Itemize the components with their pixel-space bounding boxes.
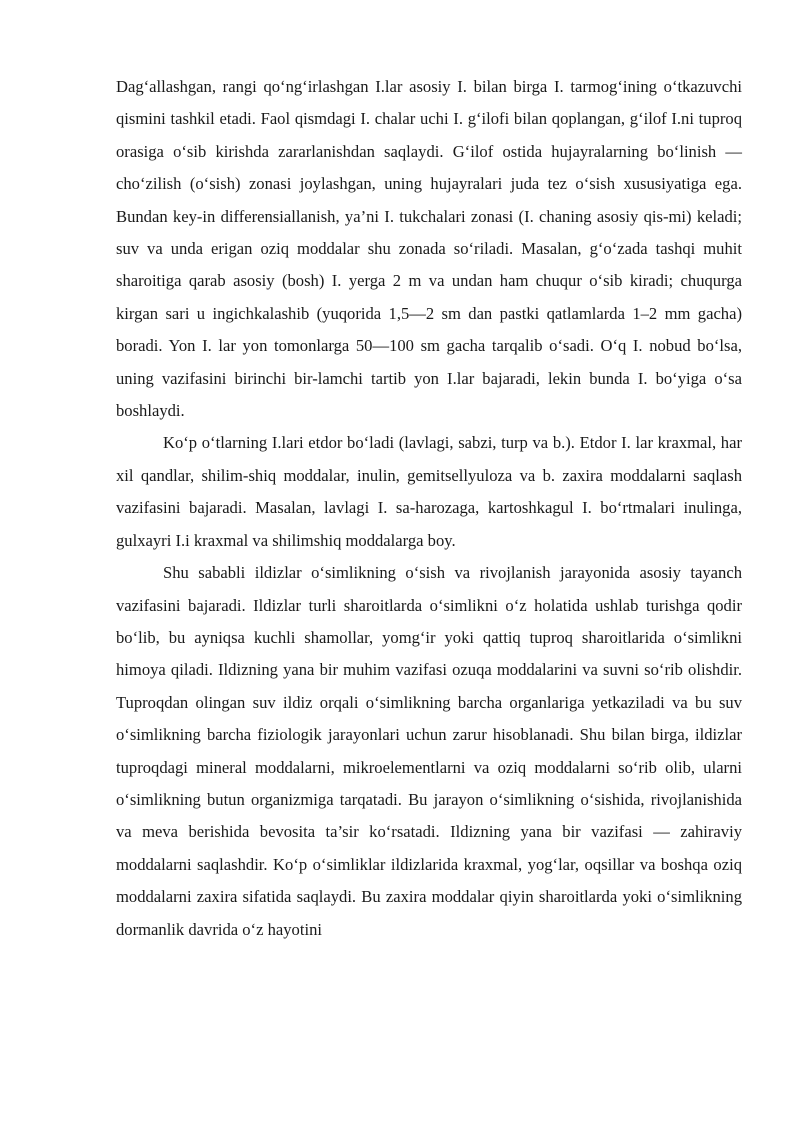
paragraph-root-structure: Dag‘allashgan, rangi qo‘ng‘irlashgan I.lar asosiy I. bilan birga I. tarmog‘ining o‘tkazuvchi qismini tashkil etadi. Faol qismdagi I. chalar uchi I. g‘ilofi bilan qoplangan, g‘ilof I.ni tuproq orasiga o‘sib kirishda zararlanishdan saqlaydi. G‘ilof ostida hujayralarning bo‘linish — cho‘zilish (o‘sish) zonasi joylashgan, uning hujayralari juda tez o‘sish xususiyatiga ega. Bundan key-in differensiallanish, ya’ni I. tukchalari zonasi (I. chaning asosiy qis-mi) keladi; suv va unda erigan oziq moddalar shu zonada so‘riladi. Masalan, g‘o‘zada tashqi muhit sharoitiga qarab asosiy (bosh) I. yerga 2 m va undan ham chuqur o‘sib kiradi; chuqurga kirgan sari u ingichkalashib (yuqorida 1,5—2 sm dan pastki qatlamlarda 1–2 mm gacha) boradi. Yon I. lar yon tomonlarga 50—100 sm gacha tarqalib o‘sadi. O‘q I. nobud bo‘lsa, uning vazifasini birinchi bir-lamchi tartib yon I.lar bajaradi, lekin bunda I. bo‘yiga o‘sa boshlaydi. <box>116 77 742 421</box>
paragraph-root-functions: Shu sababli ildizlar o‘simlikning o‘sish va rivojlanish jarayonida asosiy tayanch vazifasini bajaradi. Ildizlar turli sharoitlarda o‘simlikni o‘z holatida ushlab turishga qodir bo‘lib, bu ayniqsa kuchli shamollar, yomg‘ir yoki qattiq tuproq sharoitlarida o‘simlikni himoya qiladi. Ildizning yana bir muhim vazifasi ozuqa moddalarini va suvni so‘rib olishdir. Tuproqdan olingan suv ildiz orqali o‘simlikning barcha organlariga yetkaziladi va bu suv o‘simlikning barcha fiziologik jarayonlari uchun zarur hisoblanadi. Shu bilan birga, ildizlar tuproqdagi mineral moddalarni, mikroelementlarni va oziq moddalarni so‘rib olib, ularni o‘simlikning butun organizmiga tarqatadi. Bu jarayon o‘simlikning o‘sishida, rivojlanishida va meva berishida bevosita ta’sir ko‘rsatadi. Ildizning yana bir vazifasi — zahiraviy moddalarni saqlashdir. Ko‘p o‘simliklar ildizlarida kraxmal, yog‘lar, oqsillar va boshqa oziq moddalarni zaxira sifatida saqlaydi. Bu zaxira moddalar qiyin sharoitlarda yoki o‘simlikning dormanlik davrida o‘z hayotini <box>116 563 742 939</box>
paragraph-fleshy-roots: Ko‘p o‘tlarning I.lari etdor bo‘ladi (lavlagi, sabzi, turp va b.). Etdor I. lar kraxmal, har xil qandlar, shilim-shiq moddalar, inulin, gemitsellyuloza va b. zaxira moddalarni saqlash vazifasini bajaradi. Masalan, lavlagi I. sa-harozaga, kartoshkagul I. bo‘rtmalari inulinga, gulxayri I.i kraxmal va shilimshiq moddalarga boy. <box>116 433 742 550</box>
document-body <box>116 71 742 946</box>
